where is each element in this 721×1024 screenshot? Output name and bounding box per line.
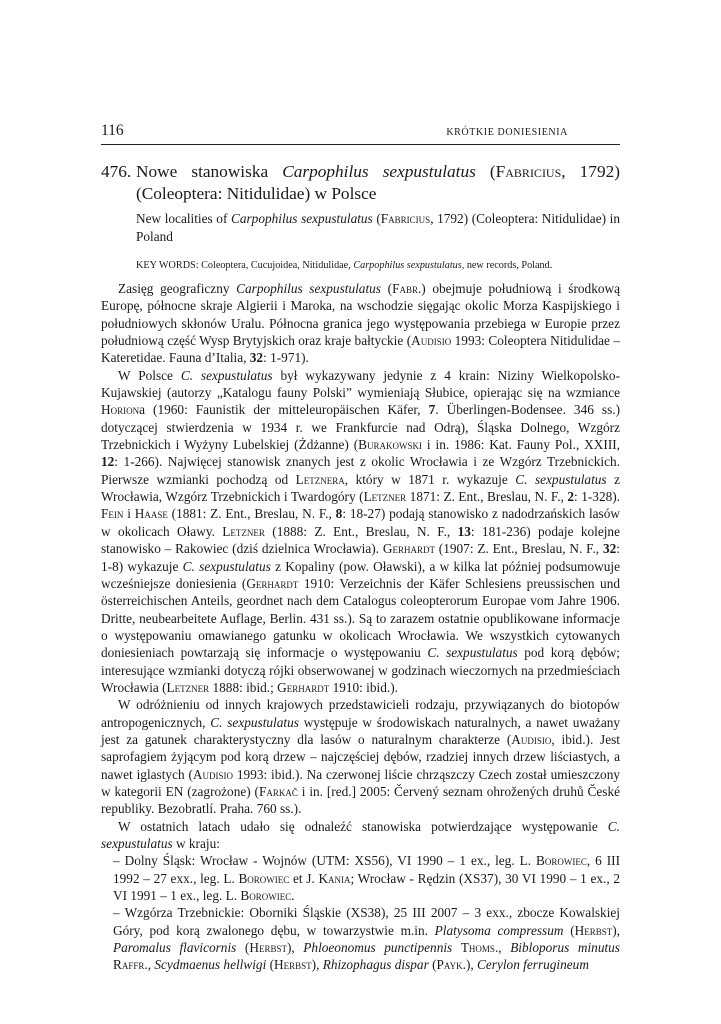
- text-run: i: [123, 506, 135, 522]
- species-name: C. sexpustulatus: [101, 818, 620, 851]
- text-run: występuje w środowiskach naturalnych, a nawet uważany jest za gatunek charakterystyczny dla lasów o naturalnym charakterze (: [101, 714, 621, 747]
- en-title-part: New localities of: [136, 211, 231, 226]
- species-name: Carpophilus sexpustulatus: [236, 281, 381, 296]
- title-part: , 1792) (Coleoptera: Nitidulidae) w Polsce: [136, 162, 620, 203]
- author-name: Thoms.: [460, 940, 499, 956]
- author-name: Herbst: [274, 957, 312, 973]
- species-name: Rhizophagus dispar: [322, 957, 429, 973]
- text-run: : 1-266). Najwięcej stanowisk znanych jest z okolic Wrocławia i ze Wzgórz Trzebnickich. Pierwsze wzmianki pochodzą od: [101, 454, 620, 487]
- volume-number: 7: [428, 402, 436, 418]
- text-run: : 1-328).: [574, 489, 620, 505]
- text-run: a (1960: Faunistik der mitteleuropäischen Käfer,: [139, 402, 429, 418]
- text-run: : 18-27) podają stanowisko z nadodrzańskich lasów w okolicach Oławy.: [101, 506, 620, 539]
- species-name: C. sexpustulatus: [515, 471, 607, 487]
- text-run: .: [291, 888, 295, 904]
- en-title-part: , 1792) (Coleoptera: Nitidulidae) in Poland: [136, 211, 620, 244]
- text-run: i in. [red.] 2005: Červený seznam ohrožených druhů České republiky. Bezobratlí. Praha. 760 ss.).: [101, 783, 620, 817]
- author-name: Haase: [134, 506, 168, 522]
- author-name: Herbst: [574, 922, 613, 938]
- author-name: Letznera: [295, 471, 345, 487]
- text-run: ),: [286, 940, 304, 956]
- volume-number: 32: [602, 541, 617, 557]
- keywords-species: Carpophilus sexpustulatus: [353, 260, 462, 271]
- author-name: Audisio: [192, 766, 234, 782]
- author-name: Fein: [101, 506, 124, 522]
- article-title: [101, 161, 620, 205]
- text-run: W Polsce: [118, 367, 181, 383]
- text-run: pod korą dębów; interesujące wzmianki dotyczą rójki obserwowanej w godzinach wieczornych na przedmieściach Wrocławia (: [101, 645, 620, 695]
- article-title-text: [136, 161, 620, 205]
- text-run: z Wrocławia, Wzgórz Trzebnickich i Twardogóry (: [101, 471, 621, 505]
- text-run: 1871: Z. Ent., Breslau, N. F.,: [406, 489, 568, 505]
- english-title: [136, 210, 620, 245]
- text-run: (: [266, 957, 275, 973]
- keywords: [136, 259, 620, 272]
- text-run: : 181-236) podaje kolejne stanowisko – Rakowiec (dziś dzielnica Wrocławia).: [101, 523, 620, 557]
- species-name: Bibloporus minutus: [510, 940, 620, 956]
- species-name: C. sexpustulatus: [182, 558, 271, 574]
- text-run: et J.: [289, 870, 319, 886]
- text-run: Zasięg geograficzny: [118, 281, 237, 296]
- text-run: : 1-8) wykazuje: [101, 541, 620, 574]
- author-name: Audisio: [511, 731, 552, 747]
- text-run: w kraju:: [172, 836, 220, 851]
- keywords-label: KEY WORDS:: [136, 260, 199, 271]
- text-run: : 1-971).: [263, 350, 309, 366]
- page: [101, 122, 620, 974]
- collector-name: Kania: [318, 870, 351, 886]
- species-name: Platysoma compressum: [434, 922, 564, 938]
- paragraph-range: [101, 280, 620, 367]
- text-run: był wykazywany jedynie z 4 krain: Niziny Wielkopolsko-Kujawskiej (autorzy „Katalogu fauny Polski” wymieniają Słubice, opierając się na wzmiance: [101, 367, 620, 401]
- text-run: , 6 III 1992 – 27 exx., leg. L.: [113, 853, 620, 886]
- text-run: 1993: ibid.). Na czerwonej liście chrząszczy Czech został umieszczony w kategorii EN (zagrożone) (: [101, 766, 620, 799]
- volume-number: 12: [101, 454, 115, 470]
- author-name: Letzner: [363, 489, 407, 505]
- text-run: ) obejmuje południową i środkową Europę, północne skraje Algierii i Maroka, na wschodzie sięgając okolic Morza Kaspijskiego i południowych skłonów Uralu. Północna granica jego występowania przebiega w Europie przez południową część Wysp Brytyjskich oraz kraje bałtyckie (: [101, 281, 620, 349]
- text-run: ),: [465, 957, 478, 973]
- page-number: 116: [101, 122, 124, 139]
- text-run: 1910: ibid.).: [329, 679, 398, 695]
- text-run: (1881: Z. Ent., Breslau, N. F.,: [167, 506, 336, 522]
- title-author: Fabricius: [495, 162, 562, 181]
- section-title: KRÓTKIE DONIESIENIA: [446, 127, 568, 138]
- title-part: Nowe stanowiska: [136, 162, 283, 181]
- keywords-part: Coleoptera, Cucujoidea, Nitidulidae,: [198, 260, 354, 271]
- volume-number: 13: [457, 523, 471, 539]
- author-name: Herbst: [249, 940, 287, 956]
- author-name: Burakowski: [358, 437, 422, 453]
- text-run: – Dolny Śląsk: Wrocław - Wojnów (UTM: XS56), VI 1990 – 1 ex., leg. L.: [113, 853, 536, 869]
- title-species: Carpophilus sexpustulatus: [282, 162, 476, 181]
- species-name: Scydmaenus hellwigi: [154, 957, 267, 973]
- text-run: ; Wrocław - Rędzin (XS37), 30 VI 1990 – 1 ex., 2 VI 1991 – 1 ex., leg. L.: [113, 870, 620, 904]
- text-run: W odróżnieniu od innych krajowych przedstawicieli rodzaju, przywiązanych do biotopów antropogenicznych,: [101, 697, 620, 730]
- record-dolny-slask: [101, 852, 620, 904]
- author-name: Gerhardt: [382, 541, 435, 557]
- author-name: Horion: [101, 402, 140, 418]
- author-name: Gerhardt: [277, 679, 330, 695]
- text-run: , ibid.). Jest saprofagiem żyjącym pod korą drzew – najczęściej dębów, rzadziej innych drzew liściastych, a nawet iglastych (: [101, 731, 621, 782]
- collector-name: Borowiec: [535, 853, 587, 869]
- species-name: C. sexpustulatus: [180, 367, 273, 383]
- en-title-part: (: [372, 211, 381, 226]
- text-run: ,: [498, 940, 511, 956]
- author-name: Raffr.: [113, 957, 148, 973]
- text-run: 1888: ibid.;: [209, 679, 278, 695]
- keywords-part: , new records, Poland.: [461, 260, 553, 271]
- text-run: ,: [147, 957, 155, 973]
- record-wzgorza-trzebnickie: [101, 904, 620, 973]
- text-run: z Kopaliny (pow. Oławski), a w kilka lat później podsumowuje wcześniejsze doniesienia (: [101, 558, 621, 591]
- paragraph-recent: [101, 818, 620, 853]
- article-number: 476.: [101, 162, 132, 181]
- collector-name: Borowiec: [238, 870, 290, 886]
- volume-number: 32: [249, 350, 264, 366]
- running-header: [101, 122, 620, 145]
- species-name: C. sexpustulatus: [427, 645, 518, 661]
- author-name: Gerhardt: [246, 575, 299, 591]
- paragraph-poland: [101, 367, 620, 697]
- author-name: Farkač: [258, 783, 298, 799]
- text-run: (: [563, 922, 575, 938]
- text-run: 1910: Verzeichnis der Käfer Schlesiens preussischen und österreichischen Anteils, geordnet nach dem Catalogus coleopterorum Europae vom Jahre 1906. Dritte, neubearbeitete Auflage, Berlin. 431 ss.). Są to zarazem ostatnie opublikowane informacje o występowaniu omawianego gatunku w okolicach Wrocławia. We wszystkich cytowanych doniesieniach powtarzają się informacje o występowaniu: [101, 575, 620, 661]
- volume-number: 8: [335, 506, 343, 522]
- author-name: Audisio: [411, 333, 452, 349]
- text-run: , który w 1871 r. wykazuje: [344, 471, 516, 487]
- text-run: . Überlingen-Bodensee. 346 ss.) dotyczącej stwierdzenia w 1934 r. we Frankfurcie nad Odrą), Śląska Dolnego, Wzgórz Trzebnickich i Wyżyny Lubelskiej (Żdżanne) (: [101, 402, 621, 453]
- text-run: (: [380, 281, 393, 296]
- volume-number: 2: [567, 489, 575, 505]
- species-name: Paromalus flavicornis: [113, 940, 237, 956]
- author-name: Letzner: [222, 523, 265, 539]
- en-title-species: Carpophilus sexpustulatus: [230, 211, 373, 226]
- article-body: [101, 280, 620, 974]
- paragraph-habitat: [101, 696, 620, 817]
- species-name: C. sexpustulatus: [210, 714, 299, 730]
- text-run: (: [236, 940, 250, 956]
- title-part: (: [475, 162, 496, 181]
- author-name: Payk.: [436, 957, 466, 973]
- text-run: (1907: Z. Ent., Breslau, N. F.,: [434, 541, 603, 557]
- text-run: ),: [612, 922, 620, 938]
- en-title-author: Fabricius: [380, 211, 431, 226]
- text-run: i in. 1986: Kat. Fauny Pol., XXIII,: [422, 437, 620, 453]
- text-run: 1993: Coleoptera Nitidulidae – Kateretidae. Fauna d’Italia,: [101, 333, 620, 366]
- collector-name: Borowiec: [240, 888, 292, 904]
- text-run: W ostatnich latach udało się odnaleźć stanowiska potwierdzające występowanie: [118, 818, 608, 834]
- text-run: [452, 940, 461, 955]
- species-name: Cerylon ferrugineum: [477, 957, 589, 973]
- text-run: – Wzgórza Trzebnickie: Oborniki Śląskie (XS38), 25 III 2007 – 3 exx., zbocze Kowalskiej Góry, pod korą zwalonego dębu, w towarzystwie m.in.: [113, 905, 620, 938]
- text-run: (: [428, 957, 437, 973]
- species-name: Phloeonomus punctipennis: [303, 940, 453, 956]
- text-run: (1888: Z. Ent., Breslau, N. F.,: [264, 523, 458, 539]
- text-run: ),: [311, 957, 323, 973]
- author-name: Letzner: [166, 679, 210, 695]
- author-name: Fabr.: [392, 281, 422, 296]
